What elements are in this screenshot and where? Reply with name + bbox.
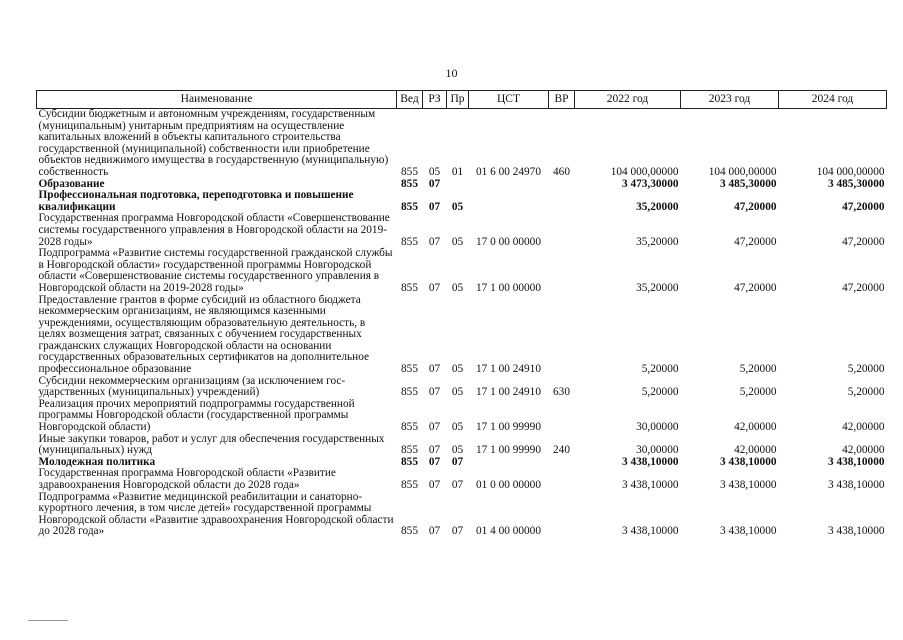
row-2023: 104 000,00000 <box>708 165 777 178</box>
row-2023: 5,20000 <box>739 386 777 399</box>
header-name: Наименование <box>37 91 397 109</box>
header-2024: 2024 год <box>779 91 887 109</box>
row-ved: 855 <box>401 177 418 190</box>
row-rz: 07 <box>428 421 441 434</box>
row-2023: 3 438,10000 <box>720 479 777 491</box>
row-pr: 05 <box>451 235 464 248</box>
header-rz: РЗ <box>423 91 447 109</box>
row-pr: 01 <box>451 165 464 178</box>
row-ved: 855 <box>401 455 418 468</box>
row-name: Государственная программа Новгородской области «Развитие здравоохранения Новгородской области до 2028 года» <box>38 467 336 491</box>
row-name: Профессиональная подготовка, переподготовка и повышение квалификации <box>38 189 354 213</box>
table-row <box>37 295 887 376</box>
row-2022: 30,00000 <box>636 444 679 457</box>
row-cst: 01 4 00 00000 <box>476 525 541 538</box>
row-name: Предоставление грантов в форме субсидий из областного бюджета некоммерческим организациям, не являющимся казенными учреждениями, осуществляющим образовательную деятельность, в целях возмещения затрат, связанных с обучением государственных гражданских служащих Новгородской области на основании государственных образовательных сертификатов на дополнительное профессиональное образование <box>38 293 370 376</box>
row-cst: 17 1 00 24910 <box>476 363 541 376</box>
row-2022: 3 473,30000 <box>622 177 679 190</box>
row-2022: 35,20000 <box>636 281 679 294</box>
row-pr: 05 <box>451 200 464 213</box>
row-rz: 05 <box>428 165 441 178</box>
row-2022: 30,00000 <box>636 421 679 434</box>
row-cst: 01 6 00 24970 <box>476 165 541 178</box>
row-2024: 47,20000 <box>842 281 885 294</box>
header-pr: Пр <box>447 91 469 109</box>
row-ved: 855 <box>401 386 418 399</box>
row-cst <box>469 190 549 213</box>
row-name: Образование <box>38 177 105 190</box>
row-rz: 07 <box>428 525 441 538</box>
row-2023: 47,20000 <box>734 200 777 213</box>
table-row <box>37 399 887 434</box>
row-2023: 3 438,10000 <box>720 455 777 468</box>
table-header-row <box>37 91 887 109</box>
row-pr: 05 <box>451 421 464 434</box>
row-2024: 5,20000 <box>847 363 885 376</box>
row-ved: 855 <box>401 235 418 248</box>
row-pr: 05 <box>451 363 464 376</box>
row-ved: 855 <box>401 165 418 178</box>
row-cst: 17 1 00 99990 <box>476 444 541 457</box>
row-cst: 17 1 00 24910 <box>476 386 541 399</box>
page-number: 10 <box>445 66 458 80</box>
row-vr <box>549 190 575 213</box>
row-ved: 855 <box>401 363 418 376</box>
row-2022: 35,20000 <box>636 235 679 248</box>
row-2022: 3 438,10000 <box>622 455 679 468</box>
table-row <box>37 109 887 179</box>
row-name: Молодежная политика <box>38 455 156 468</box>
row-pr: 05 <box>451 444 464 457</box>
row-name: Государственная программа Новгородской области «Совершенствование системы государственного управления в Новгородской области на 2019-2028 годы» <box>38 212 390 248</box>
row-2022: 35,20000 <box>636 200 679 213</box>
row-pr <box>447 179 469 191</box>
row-vr <box>549 468 575 491</box>
row-2023: 3 438,10000 <box>720 525 777 538</box>
table-row <box>37 376 887 399</box>
row-pr: 05 <box>451 386 464 399</box>
row-name: Подпрограмма «Развитие системы государственной гражданской службы в Новгородской области» государственной программы Новгородской области «Совершенствование системы государственного управления в Новгородской области на 2019-2028 годы» <box>38 247 393 294</box>
row-2024: 104 000,00000 <box>816 165 885 178</box>
row-2023: 47,20000 <box>734 281 777 294</box>
table-row <box>37 190 887 213</box>
row-cst: 01 0 00 00000 <box>476 479 541 491</box>
row-2024: 42,00000 <box>842 421 885 434</box>
budget-table <box>36 90 887 538</box>
row-ved: 855 <box>401 444 418 457</box>
header-cst: ЦСТ <box>469 91 549 109</box>
header-ved: Вед <box>397 91 423 109</box>
row-name: Иные закупки товаров, работ и услуг для обеспечения государственных (муниципальных) нужд <box>38 432 385 457</box>
row-rz: 07 <box>428 200 441 213</box>
row-vr <box>549 295 575 376</box>
row-pr: 07 <box>451 479 464 491</box>
row-2024: 47,20000 <box>842 200 885 213</box>
row-2022: 5,20000 <box>641 386 679 399</box>
row-2024: 3 438,10000 <box>828 479 885 491</box>
row-2024: 47,20000 <box>842 235 885 248</box>
row-cst: 17 1 00 99990 <box>476 421 541 434</box>
row-2022: 3 438,10000 <box>622 525 679 538</box>
row-2023: 3 485,30000 <box>720 177 777 190</box>
row-2024: 3 485,30000 <box>828 177 885 190</box>
table-row <box>37 213 887 248</box>
row-pr: 05 <box>451 281 464 294</box>
row-2024: 42,00000 <box>842 444 885 457</box>
row-cst: 17 0 00 00000 <box>476 235 541 248</box>
row-ved: 855 <box>401 421 418 434</box>
table-row <box>37 248 887 294</box>
row-rz: 07 <box>428 444 441 457</box>
row-2022: 3 438,10000 <box>622 479 679 491</box>
row-rz: 07 <box>428 479 441 491</box>
row-vr: 240 <box>553 444 570 457</box>
row-2023: 42,00000 <box>734 444 777 457</box>
row-name: Субсидии некоммерческим организациям (за исключением государственных (муниципальных) учреждений) <box>38 374 346 399</box>
row-vr: 460 <box>553 165 570 178</box>
row-vr: 630 <box>553 386 570 399</box>
row-ved: 855 <box>401 479 418 491</box>
row-rz: 07 <box>428 455 441 468</box>
row-2024: 5,20000 <box>847 386 885 399</box>
row-cst: 17 1 00 00000 <box>476 281 541 294</box>
row-2022: 5,20000 <box>641 363 679 376</box>
row-vr <box>549 179 575 191</box>
table-row <box>37 468 887 491</box>
row-ved: 855 <box>401 200 418 213</box>
row-name: Реализация прочих мероприятий подпрограммы государственной программы Новгородской области (государственной программы Новгородской области) <box>38 397 355 434</box>
row-2024: 3 438,10000 <box>828 525 885 538</box>
table-row <box>37 434 887 457</box>
row-vr <box>549 399 575 434</box>
table-row <box>37 492 887 538</box>
table-body <box>37 109 887 538</box>
row-2023: 5,20000 <box>739 363 777 376</box>
row-rz: 07 <box>428 363 441 376</box>
row-2024: 3 438,10000 <box>828 455 885 468</box>
header-2022: 2022 год <box>575 91 681 109</box>
row-vr <box>549 248 575 294</box>
row-cst <box>469 457 549 469</box>
row-pr: 07 <box>451 525 464 538</box>
row-ved: 855 <box>401 281 418 294</box>
header-2023: 2023 год <box>681 91 779 109</box>
row-rz: 07 <box>428 177 441 190</box>
row-rz: 07 <box>428 235 441 248</box>
row-vr <box>549 457 575 469</box>
row-rz: 07 <box>428 281 441 294</box>
row-2022: 104 000,00000 <box>610 165 679 178</box>
row-name: Субсидии бюджетным и автономным учреждениям, государственным (муниципальным) унитарным предприятиям на осуществление капитальных вложений в объекты капитального строительства государственной (муниципальной) собственности или приобретение объектов недвижимого имущества в государственную (муниципальную) собственность <box>38 108 389 178</box>
row-rz: 07 <box>428 386 441 399</box>
footer-rule <box>28 620 68 621</box>
row-cst <box>469 179 549 191</box>
row-ved: 855 <box>401 525 418 538</box>
header-vr: ВР <box>549 91 575 109</box>
row-2023: 42,00000 <box>734 421 777 434</box>
row-vr <box>549 492 575 538</box>
row-pr: 07 <box>451 455 464 468</box>
row-2023: 47,20000 <box>734 235 777 248</box>
row-vr <box>549 213 575 248</box>
row-name: Подпрограмма «Развитие медицинской реабилитации и санаторно-курортного лечения, в том числе детей» государственной программы Новгородской области «Развитие здравоохранения Новгородской области до 2028 года» <box>38 490 394 538</box>
